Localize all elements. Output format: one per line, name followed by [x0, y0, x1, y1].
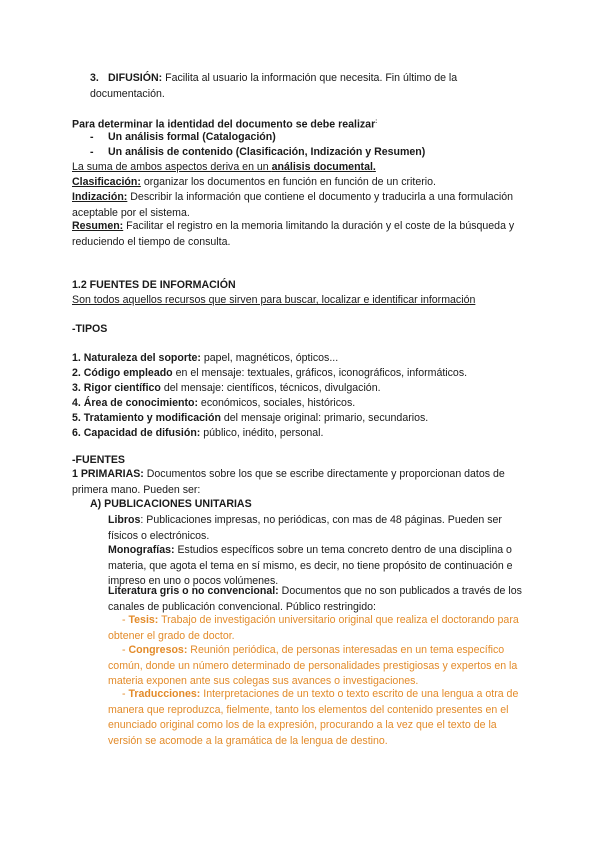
definition-resumen: Resumen: Facilitar el registro en la memoria limitando la duración y el coste de la búsqueda y reduciendo el tiempo de consulta.: [72, 220, 515, 248]
difusion-title: DIFUSIÓN:: [108, 72, 163, 84]
difusion-number: 3.: [90, 72, 99, 84]
publicaciones-unitarias-heading: A) PUBLICACIONES UNITARIAS: [90, 498, 252, 510]
difusion-text: Facilita al usuario la información que necesita. Fin último de la documentación.: [90, 72, 458, 100]
tesis-paragraph: - Tesis: Trabajo de investigación universitario original que realiza el doctorando para obtener el grado de doctor.: [108, 614, 519, 642]
literatura-gris-paragraph: Literatura gris o no convencional: Documentos que no son publicados a través de los canales de publicación convencional. Público restringido:: [108, 585, 522, 613]
tipos-item: 4. Área de conocimiento: económicos, sociales, históricos.: [72, 397, 356, 409]
monografias-paragraph: Monografías: Estudios específicos sobre un tema concreto dentro de una disciplina o materia, que agota el tema en sí mismo, es decir, no tiene propósito de continuación e impreso en uno o pocos volúmenes.: [108, 544, 513, 588]
libros-paragraph: Libros: Publicaciones impresas, no periódicas, con mas de 48 páginas. Pueden ser físicos o electrónicos.: [108, 514, 502, 542]
tipos-item: 2. Código empleado en el mensaje: textuales, gráficos, iconográficos, informáticos.: [72, 367, 468, 379]
congresos-paragraph: - Congresos: Reunión periódica, de personas interesadas en un tema específico común, donde un número determinado de personalidades prestigiosas y expertos en la materia exponen ante sus colegas sus avances o investigaciones.: [108, 644, 518, 688]
fuentes-primarias: 1 PRIMARIAS: Documentos sobre los que se escribe directamente y proporcionan datos de primera mano. Pueden ser:: [72, 468, 505, 496]
difusion-item: [90, 71, 510, 102]
identidad-item-2: - Un análisis de contenido (Clasificación, Indización y Resumen): [90, 146, 426, 158]
identidad-suma: La suma de ambos aspectos deriva en un análisis documental.: [72, 161, 376, 173]
tipos-item: 6. Capacidad de difusión: público, inédito, personal.: [72, 427, 324, 439]
identidad-item-1: - Un análisis formal (Catalogación): [90, 131, 276, 143]
section-title: 1.2 FUENTES DE INFORMACIÓN: [72, 279, 236, 291]
fuentes-heading: -FUENTES: [72, 454, 125, 466]
definition-clasificacion: Clasificación: organizar los documentos en función en función de un criterio.: [72, 176, 436, 188]
tipos-item: 1. Naturaleza del soporte: papel, magnéticos, ópticos...: [72, 352, 339, 364]
definition-indizacion: Indización: Describir la información que contiene el documento y traducirla a una formulación aceptable por el sistema.: [72, 191, 514, 219]
tipos-heading: -TIPOS: [72, 323, 108, 335]
tipos-item: 5. Tratamiento y modificación del mensaje original: primario, secundarios.: [72, 412, 429, 424]
tipos-item: 3. Rigor científico del mensaje: científicos, técnicos, divulgación.: [72, 382, 381, 394]
section-subtitle: Son todos aquellos recursos que sirven para buscar, localizar e identificar información: [72, 294, 476, 306]
traducciones-paragraph: - Traducciones: Interpretaciones de un texto o texto escrito de una lengua a otra de manera que reproduzca, fielmente, tanto los elementos del contenido presentes en el enunciado original como los de la expresión, procurando a la vez que el texto de la versión se acomode a la gramática de la lengua de destino.: [108, 688, 519, 747]
identidad-heading: Para determinar la identidad del documento se debe realizar:: [72, 118, 378, 131]
